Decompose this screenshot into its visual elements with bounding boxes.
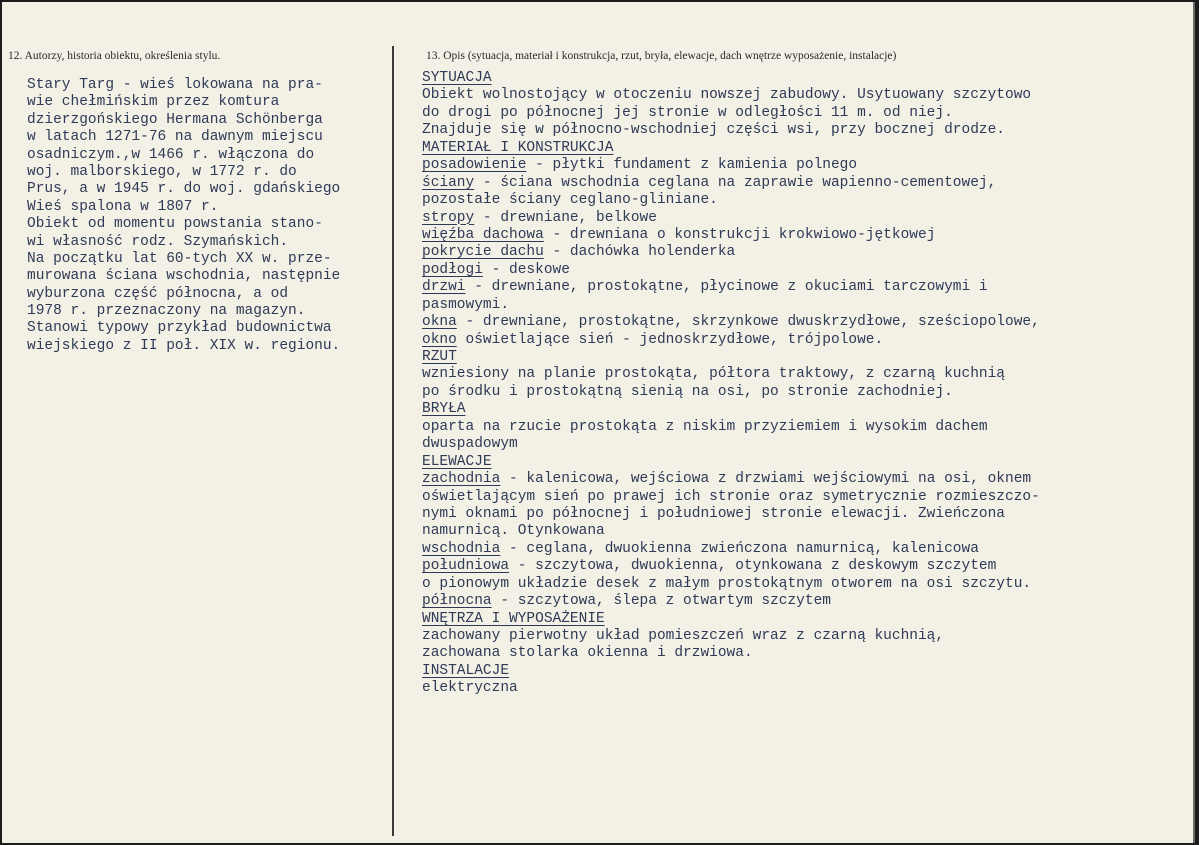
description-line [422,140,1040,157]
history-line: Stary Targ - wieś lokowana na pra- [27,77,323,93]
underlined-term: MATERIAŁ I KONSTRUKCJA [422,139,614,156]
history-line: Stanowi typowy przykład budownictwa [27,320,332,337]
description-line [422,70,1040,87]
description-line [422,489,1040,506]
history-line: wyburzona część północna, a od [27,285,289,302]
history-line: Prus, a w 1945 r. do woj. gdańskiego [27,181,341,198]
underlined-term: RZUT [422,349,457,365]
description-text-span: oparta na rzucie prostokąta z niskim przyziemiem i wysokim dachem [422,418,988,435]
underlined-term: pokrycie dachu [422,244,544,261]
description-text-span: - deskowe [482,261,570,278]
underlined-term: zachodnia [422,471,501,488]
description-line [422,332,1040,349]
description-line [422,645,1040,662]
history-text [27,77,340,355]
description-line [422,297,1040,314]
section-12-header: 12. Autorzy, historia obiektu, określenia stylu. [8,50,221,62]
description-text-span: - płytki fundament z kamienia polnego [526,157,858,174]
history-line: woj. malborskiego, w 1772 r. do [27,163,297,180]
description-line [422,663,1040,680]
description-line [422,628,1040,645]
description-line [422,541,1040,558]
description-text-span: - drewniana o konstrukcji krokwiowo-jętkowej [543,226,936,243]
description-line [422,244,1040,261]
description-line [422,279,1040,296]
description-text [422,70,1040,698]
description-line [422,349,1040,366]
history-line: Wieś spalona w 1807 r. [27,198,219,215]
history-line: dzierzgońskiego Hermana Schönberga [27,111,323,128]
history-line: Obiekt od momentu powstania stano- [27,216,323,233]
description-text-span: dwuspadowym [422,436,518,453]
description-line [422,523,1040,540]
history-line: wie chełmińskim przez komtura [27,94,280,111]
description-text-span: - drewniane, prostokątne, płycinowe z okuciami tarczowymi i [465,279,988,296]
description-text-span: zachowany pierwotny układ pomieszczeń wraz z czarną kuchnią, [422,628,945,644]
history-line: wiejskiego z II poł. XIX w. regionu. [27,337,341,354]
description-line [422,192,1040,209]
underlined-term: więźba dachowa [422,226,544,243]
history-line: wi własność rodz. Szymańskich. [27,233,289,250]
underlined-term: BRYŁA [422,401,466,418]
description-line [422,384,1040,401]
description-line [422,680,1040,697]
description-line [422,314,1040,331]
underlined-term: ściany [422,174,475,191]
record-card [2,2,1195,843]
underlined-term: okna [422,314,457,331]
description-line [422,366,1040,383]
description-line [422,558,1040,575]
description-line [422,576,1040,593]
underlined-term: wschodnia [422,540,501,557]
description-line [422,593,1040,610]
description-line [422,105,1040,122]
description-line [422,227,1040,244]
underlined-term: okno [422,331,457,348]
section-13-header: 13. Opis (sytuacja, materiał i konstrukcja, rzut, bryła, elewacje, dach wnętrze wyposażenie, instalacje) [426,50,897,62]
description-text-span: - szczytowa, dwuokienna, otynkowana z deskowym szczytem [509,558,997,575]
description-text-span: Obiekt wolnostojący w otoczeniu nowszej zabudowy. Usytuowany szczytowo [422,87,1032,104]
description-line [422,436,1040,453]
description-line [422,175,1040,192]
description-line [422,611,1040,628]
underlined-term: podłogi [422,261,483,278]
description-line [422,419,1040,436]
description-text-span: namurnicą. Otynkowana [422,523,605,540]
description-line [422,454,1040,471]
description-text-span: - drewniane, belkowe [474,209,657,226]
underlined-term: północna [422,593,492,610]
description-line [422,122,1040,139]
description-text-span: wzniesiony na planie prostokąta, półtora traktowy, z czarną kuchnią [422,366,1005,383]
history-line: 1978 r. przeznaczony na magazyn. [27,303,306,320]
description-text-span: pozostałe ściany ceglano-gliniane. [422,192,718,209]
history-line: Na początku lat 60-tych XX w. prze- [27,250,332,267]
description-text-span: o pionowym układzie desek z małym prostokątnym otworem na osi szczytu. [422,575,1032,592]
description-text-span: - dachówka holenderka [543,244,736,261]
description-line [422,87,1040,104]
description-text-span: - drewniane, prostokątne, skrzynkowe dwuskrzydłowe, sześciopolowe, [456,314,1040,331]
underlined-term: południowa [422,558,510,575]
description-line [422,157,1040,174]
history-line: osadniczym.,w 1466 r. włączona do [27,146,315,163]
description-text-span: pasmowymi. [422,296,510,313]
description-text-span: po środku i prostokątną sienią na osi, po stronie zachodniej. [422,383,953,400]
description-line [422,401,1040,418]
history-line: murowana ściana wschodnia, następnie [27,268,341,285]
underlined-term: drzwi [422,279,466,296]
underlined-term: ELEWACJE [422,453,492,470]
description-text-span: - ceglana, dwuokienna zwieńczona namurnicą, kalenicowa [500,540,979,557]
description-line [422,262,1040,279]
column-divider [392,46,394,836]
description-line [422,471,1040,488]
description-line [422,210,1040,227]
underlined-term: posadowienie [422,157,527,174]
description-text-span: - ściana wschodnia ceglana na zaprawie wapienno-cementowej, [474,174,997,191]
description-text-span: Znajduje się w północno-wschodniej części wsi, przy bocznej drodze. [422,122,1005,139]
description-text-span: oświetlające sień - jednoskrzydłowe, trójpolowe. [456,331,884,348]
description-text-span: zachowana stolarka okienna i drzwiowa. [422,645,753,662]
underlined-term: SYTUACJA [422,70,492,86]
description-text-span: nymi oknami po północnej i południowej stronie elewacji. Zwieńczona [422,505,1005,522]
description-text-span: elektryczna [422,680,518,697]
description-text-span: - kalenicowa, wejściowa z drzwiami wejściowymi na osi, oknem [500,471,1032,488]
underlined-term: stropy [422,209,475,226]
description-text-span: do drogi po północnej jej stronie w odległości 11 m. od niej. [422,104,953,121]
underlined-term: WNĘTRZA I WYPOSAŻENIE [422,610,605,627]
description-line [422,506,1040,523]
description-text-span: oświetlającym sień po prawej ich stronie oraz symetrycznie rozmieszczo- [422,488,1040,505]
description-text-span: - szczytowa, ślepa z otwartym szczytem [491,593,831,610]
underlined-term: INSTALACJE [422,662,510,679]
history-line: w latach 1271-76 na dawnym miejscu [27,129,323,146]
